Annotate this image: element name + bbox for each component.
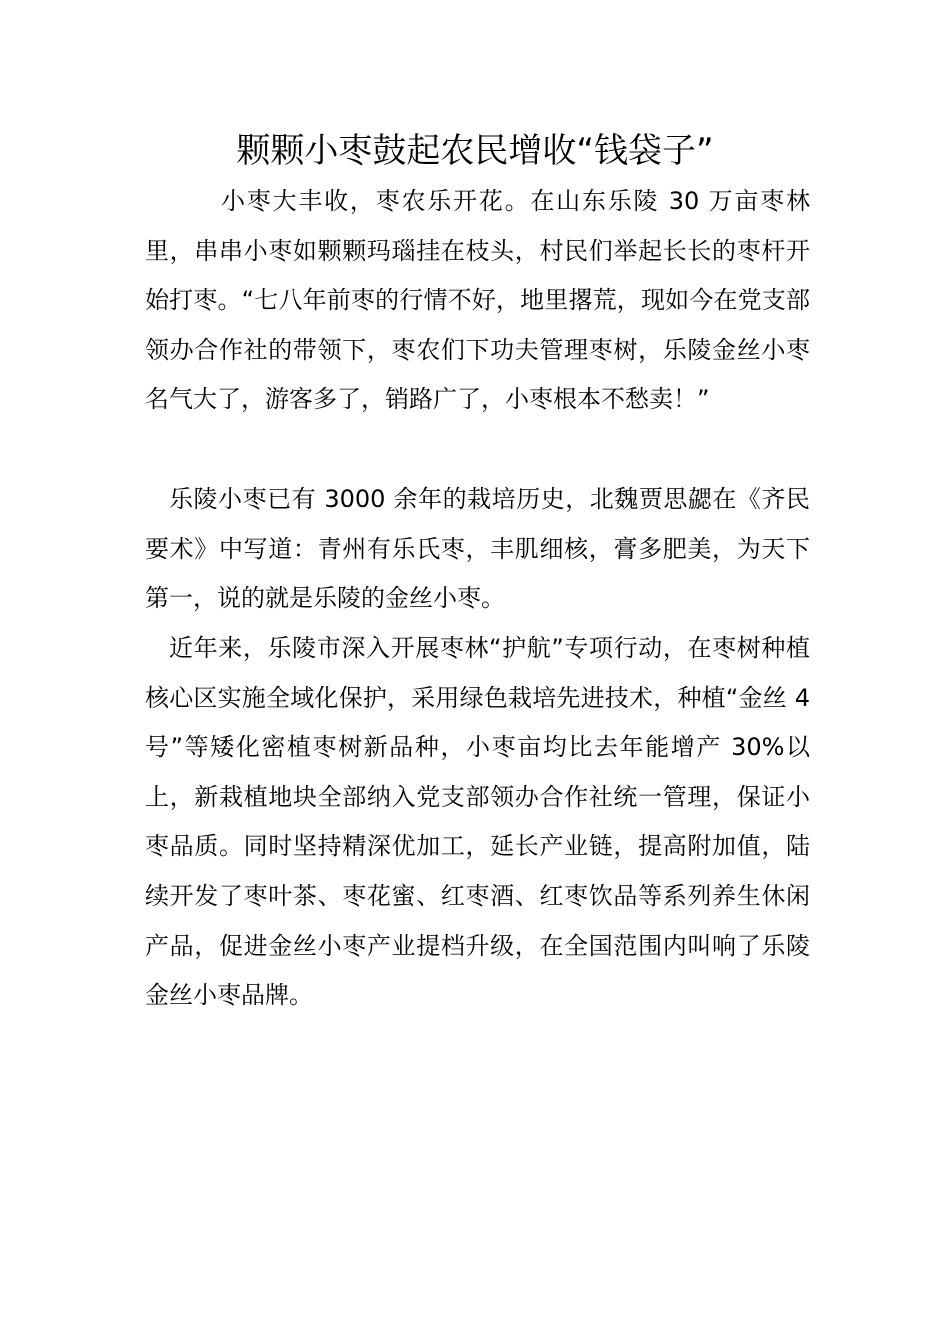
- paragraph-3: 近年来，乐陵市深入开展枣林“护航”专项行动，在枣树种植核心区实施全域化保护，采用绿色栽培先进技术，种植“金丝 4 号”等矮化密植枣树新品种，小枣亩均比去年能增产 30%以上，新栽植地块全部纳入党支部领办合作社统一管理，保证小枣品质。同时坚持精深优加工，延长产业链，提高附加值，陆续开发了枣叶茶、枣花蜜、红枣酒、红枣饮品等系列养生休闲产品，促进金丝小枣产业提档升级，在全国范围内叫响了乐陵金丝小枣品牌。: [145, 634, 810, 1010]
- document-title: 颗颗小枣鼓起农民增收“钱袋子”: [236, 131, 714, 171]
- paragraph-1: 小枣大丰收，枣农乐开花。在山东乐陵 30 万亩枣林里，串串小枣如颗颗玛瑙挂在枝头，村民们举起长长的枣杆开始打枣。“七八年前枣的行情不好，地里撂荒，现如今在党支部领办合作社的带领下，枣农们下功夫管理枣树，乐陵金丝小枣名气大了，游客多了，销路广了，小枣根本不愁卖！”: [145, 187, 810, 414]
- paragraph-2: 乐陵小枣已有 3000 余年的栽培历史，北魏贾思勰在《齐民要术》中写道：青州有乐氏枣，丰肌细核，膏多肥美，为天下第一，说的就是乐陵的金丝小枣。: [145, 485, 810, 613]
